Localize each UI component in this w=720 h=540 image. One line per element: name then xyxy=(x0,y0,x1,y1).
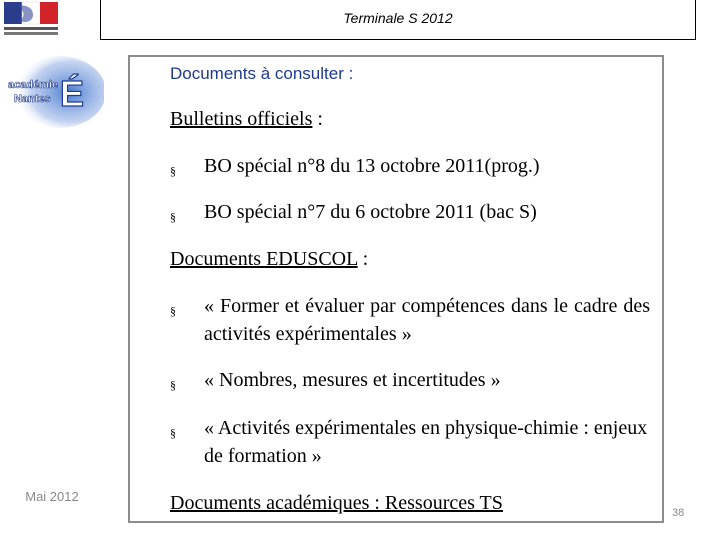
bullet-icon: § xyxy=(170,378,176,392)
slide-number: 38 xyxy=(672,507,685,519)
documents-heading: Documents à consulter : xyxy=(170,64,354,83)
footer-date: Mai 2012 xyxy=(25,489,79,504)
academie-nantes-logo-icon xyxy=(2,54,104,128)
section-heading-bulletins xyxy=(170,108,323,131)
list-item-text: « Former et évaluer par compétences dans le cadre des activités expérimentales » xyxy=(204,295,650,345)
section-suffix: : xyxy=(357,248,369,270)
section-title: Documents EDUSCOL xyxy=(170,248,358,270)
list-item-text: « Activités expérimentales en physique-chimie : enjeux de formation » xyxy=(204,417,648,467)
list-item xyxy=(170,366,650,394)
marianne-logo-icon xyxy=(0,0,62,38)
section-title: Bulletins officiels xyxy=(170,108,313,130)
bullet-icon: § xyxy=(170,426,176,440)
page-title: Terminale S 2012 xyxy=(343,10,453,26)
section-heading-eduscol xyxy=(170,248,368,271)
svg-text:Nantes: Nantes xyxy=(14,93,51,105)
list-item xyxy=(170,152,650,180)
list-item-text: BO spécial n°8 du 13 octobre 2011(prog.) xyxy=(204,155,540,177)
svg-text:académie: académie xyxy=(8,79,59,91)
list-item xyxy=(170,292,650,348)
section-heading-academiques xyxy=(170,492,503,515)
bullet-icon: § xyxy=(170,304,176,318)
list-item xyxy=(170,414,650,470)
list-item xyxy=(170,198,650,226)
bullet-icon: § xyxy=(170,210,176,224)
list-item-text: BO spécial n°7 du 6 octobre 2011 (bac S) xyxy=(204,201,537,223)
section-suffix: : xyxy=(312,108,323,130)
bullet-icon: § xyxy=(170,164,176,178)
svg-text:É: É xyxy=(60,73,85,114)
header-box xyxy=(100,0,696,40)
list-item-text: « Nombres, mesures et incertitudes » xyxy=(204,369,501,391)
section-title: Documents académiques : Ressources TS xyxy=(170,492,503,514)
